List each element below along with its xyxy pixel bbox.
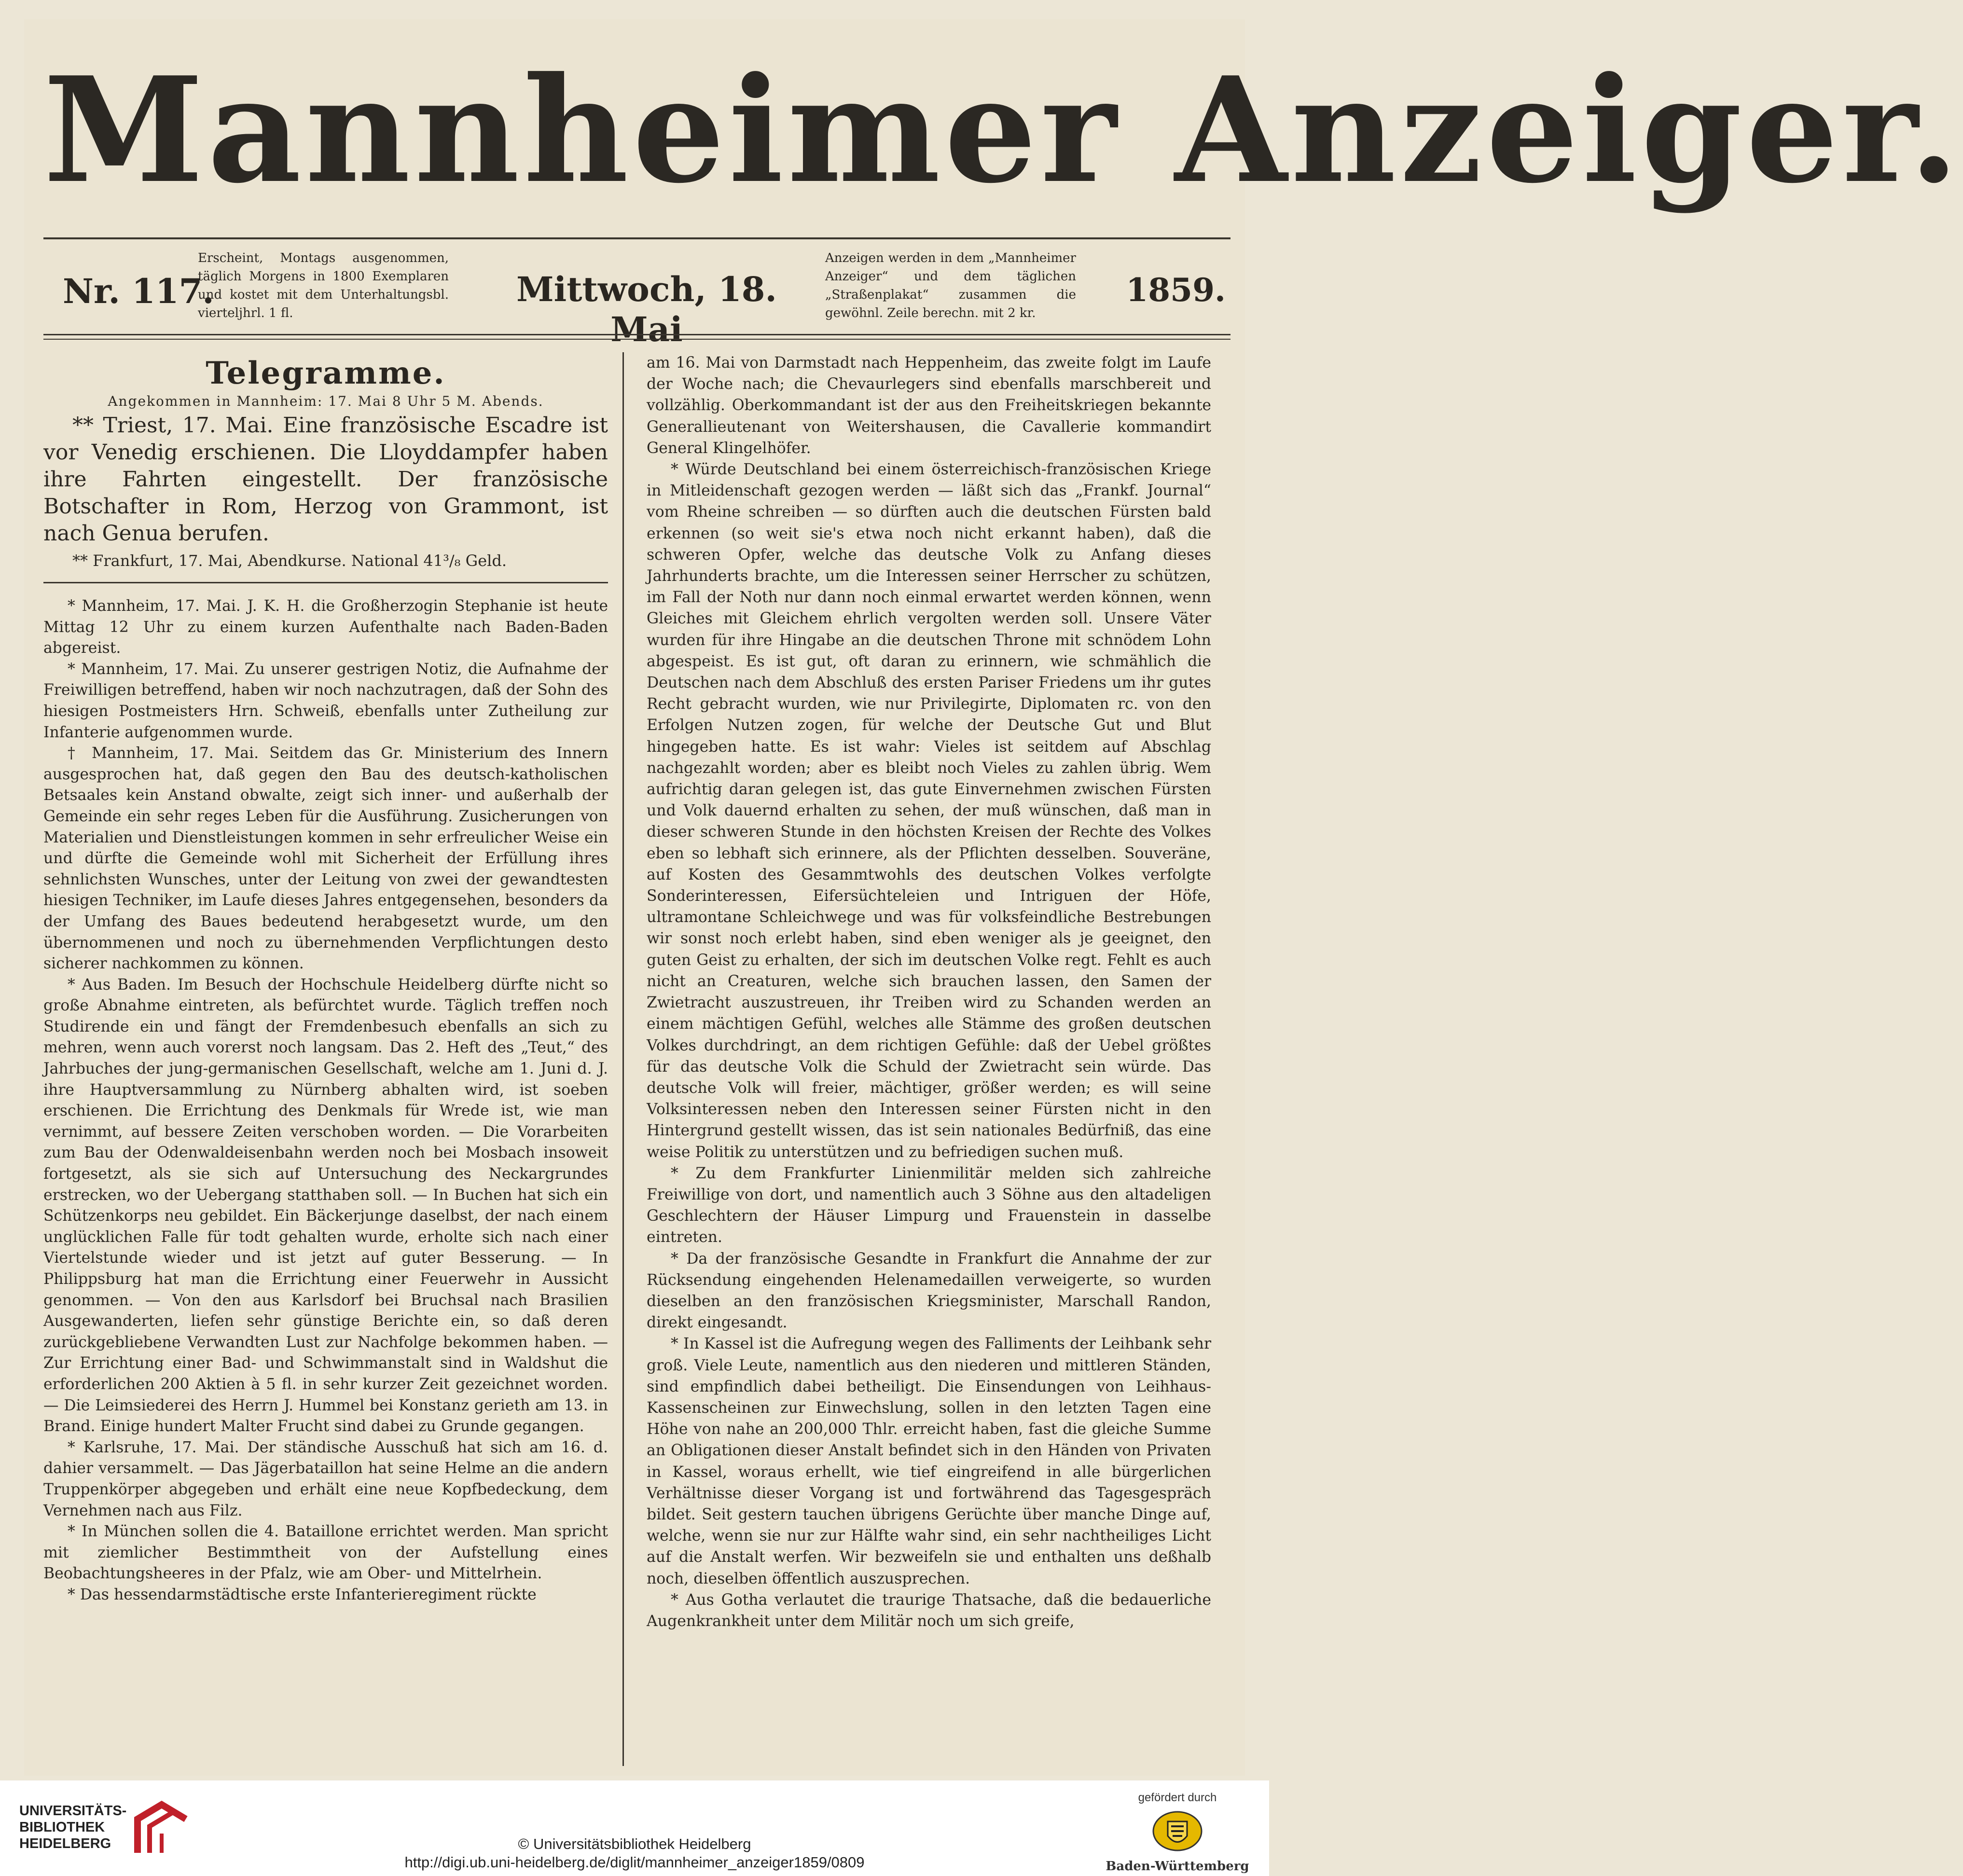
article-paragraph: * Mannheim, 17. Mai. Zu unserer gestrigen Notiz, die Aufnahme der Freiwilligen betreffend, haben wir noch nachzutragen, daß der Sohn des hiesigen Postmeisters Hrn. Schweiß, ebenfalls unter Zutheilung zur Infanterie aufgenommen wurde. [43, 660, 608, 741]
copyright-notice: © Universitätsbibliothek Heidelberg [518, 1835, 751, 1852]
sponsor-name: Baden-Württemberg [1106, 1859, 1249, 1874]
article-paragraph: * Da der französische Gesandte in Frankfurt die Annahme der zur Rücksendung eingehenden Helenamedaillen verweigerte, so wurden dieselben an den französischen Kriegsminister, Marschall Randon, direkt eingesandt. [647, 1250, 1211, 1332]
newspaper-page [24, 19, 1963, 1776]
left-column [43, 352, 608, 1771]
subscription-info: Erscheint, Montags ausgenommen, täglich Morgens in 1800 Exemplaren und kostet mit dem Unterhaltungsbl. vierteljhrl. 1 fl. [198, 251, 449, 320]
article-paragraph: * Mannheim, 17. Mai. J. K. H. die Großherzogin Stephanie ist heute Mittag 12 Uhr zu einem kurzen Aufenthalte nach Baden-Baden abgereist. [43, 597, 608, 657]
article-paragraph: * In Kassel ist die Aufregung wegen des Falliments der Leihbank sehr groß. Viele Leute, namentlich aus den niederen und mittleren Ständen, sind empfindlich dabei betheiligt. Die Einsendungen von Leihhaus-Kassenscheinen zur Einwechslung, sollen in den letzten Tagen eine Höhe von nahe an 200,000 Thlr. erreicht haben, fast die gleiche Summe an Obligationen dieser Anstalt befindet sich in den Händen von Privaten in Kassel, woraus erhellt, wie tief eingreifend in alle bürgerlichen Verhältnisse dieser Vorgang ist und fortwährend das Tagesgespräch bildet. Seit gestern tauchen übrigens Gerüchte über manche Dinge auf, welche, wenn sie nur zur Hälfte wahr sind, ein sehr nachtheiliges Licht auf die Anstalt werfen. Wir bezweifeln sie und enthalten uns deßhalb noch, dieselben öffentlich auszusprechen. [647, 1335, 1211, 1587]
article-paragraph: † Mannheim, 17. Mai. Seitdem das Gr. Ministerium des Innern ausgesprochen hat, daß gegen den Bau des deutsch-katholischen Betsaales kein Anstand obwalte, zeigt sich inner- und außerhalb der Gemeinde ein sehr reges Leben für die Ausführung. Zusicherungen von Materialien und Dienstleistungen kommen in sehr erfreulicher Weise ein und dürfte die Gemeinde wohl mit Sicherheit der Erfüllung ihres sehnlichsten Wunsches, unter der Leitung von zwei der gewandtesten hiesigen Techniker, im Laufe dieses Jahres entgegensehen, besonders da der Umfang des Baues bedeutend herabgesetzt wurde, um den übernommenen und noch zu übernehmenden Verpflichtungen desto sicherer nachkommen zu können. [43, 745, 608, 973]
article-paragraph: * In München sollen die 4. Bataillone errichtet werden. Man spricht mit ziemlicher Bestimmtheit von der Aufstellung eines Beobachtungsheeres in der Pfalz, wie am Ober- und Mittelrhein. [43, 1523, 608, 1583]
rule [43, 339, 1230, 340]
article-paragraph: * Aus Baden. Im Besuch der Hochschule Heidelberg dürfte nicht so große Abnahme eintreten, als befürchtet wurde. Täglich treffen noch Studirende ein und fängt der Fremdenbesuch ebenfalls an sich zu mehren, wenn auch vorerst noch langsam. Das 2. Heft des „Teut,“ des Jahrbuches der jung-germanischen Gesellschaft, welche am 1. Juni d. J. ihre Hauptversammlung zu Nürnberg abhalten wird, ist soeben erschienen. Die Errichtung des Denkmals für Wrede ist, wie man vernimmt, auf bessere Zeiten verschoben worden. — Die Vorarbeiten zum Bau der Odenwaldeisenbahn werden noch bei Mosbach insoweit fortgesetzt, als sie sich auf Untersuchung des Neckargrundes erstrecken, wo der Uebergang statthaben soll. — In Buchen hat sich ein Schützenkorps neu gebildet. Ein Bäckerjunge daselbst, der nach einem unglücklichen Falle für todt gehalten wurde, erholte sich nach einer Viertelstunde wieder und ist jetzt auf guter Besserung. — In Philippsburg hat man die Errichtung einer Feuerwehr in Aussicht genommen. — Von den aus Karlsdorf bei Bruchsal nach Brasilien Ausgewanderten, liefen sehr günstige Berichte ein, so daß deren zurückgebliebene Verwandten Lust zur Nachfolge bekommen haben. — Zur Errichtung einer Bad- und Schwimmanstalt sind in Waldshut die erforderlichen 200 Aktien à 5 fl. in sehr kurzer Zeit gezeichnet worden. — Die Leimsiederei des Herrn J. Hummel bei Konstanz gerieth am 13. in Brand. Einige hundert Malter Frucht sind dabei zu Grunde gegangen. [43, 976, 608, 1435]
state-crest-icon [1151, 1809, 1204, 1853]
library-logo-text: UNIVERSITÄTS- BIBLIOTHEK HEIDELBERG [19, 1803, 127, 1851]
footer-bar [0, 1780, 1269, 1876]
article-paragraph: * Zu dem Frankfurter Linienmilitär melden sich zahlreiche Freiwillige von dort, und namentlich auch 3 Söhne aus den altadeligen Geschlechtern der Häuser Limpurg und Frauenstein in dasselbe eintreten. [647, 1164, 1211, 1246]
column-divider [622, 352, 624, 1766]
rule [43, 334, 1230, 335]
telegram-item: ** Triest, 17. Mai. Eine französische Escadre ist vor Venedig erschienen. Die Lloyddampfer haben ihre Fahrten eingestellt. Der französische Botschafter in Rom, Herzog von Grammont, ist nach Genua berufen. [43, 413, 608, 546]
article-paragraph: * Das hessendarmstädtische erste Infanterieregiment rückte [68, 1586, 537, 1603]
article-paragraph: * Karlsruhe, 17. Mai. Der ständische Ausschuß hat sich am 16. d. dahier versammelt. — Das Jägerbataillon hat seine Helme an die andern Truppenkörper abgegeben und erhält eine neue Kopfbedeckung, dem Vernehmen nach aus Filz. [43, 1438, 608, 1519]
sponsor-label: gefördert durch [1138, 1791, 1217, 1804]
right-column [647, 352, 1211, 1771]
masthead-title: Mannheimer Anzeiger. [43, 45, 1963, 215]
received-note: Angekommen in Mannheim: 17. Mai 8 Uhr 5 M. Abends. [108, 393, 544, 409]
rule [43, 237, 1230, 239]
info-bar [43, 242, 1230, 349]
year: 1859. [1126, 271, 1226, 309]
section-heading: Telegramme. [206, 355, 446, 391]
advertising-info: Anzeigen werden in dem „Mannheimer Anzeiger“ und dem täglichen „Straßenplakat“ zusammen die gewöhnl. Zeile berechn. mit 2 kr. [825, 251, 1076, 320]
section-separator [43, 582, 608, 583]
telegram-item: ** Frankfurt, 17. Mai, Abendkurse. National 41³/₈ Geld. [72, 552, 507, 570]
dateline: Mittwoch, 18. Mai [516, 269, 777, 349]
article-paragraph: * Aus Gotha verlautet die traurige Thatsache, daß die bedauerliche Augenkrankheit unter dem Militär noch um sich greife, [647, 1591, 1211, 1630]
source-url[interactable]: http://digi.ub.uni-heidelberg.de/diglit/mannheimer_anzeiger1859/0809 [404, 1854, 865, 1871]
sponsor-block [1105, 1791, 1250, 1874]
issue-number: Nr. 117. [63, 271, 214, 311]
article-paragraph: am 16. Mai von Darmstadt nach Heppenheim, das zweite folgt im Laufe der Woche nach; die Chevaurlegers sind ebenfalls marschbereit und vollzählig. Oberkommandant ist der aus den Freiheitskriegen bekannte Generallieutenant von Weitershausen, die Cavallerie kommandirt General Klingelhöfer. [647, 354, 1211, 457]
article-paragraph: * Würde Deutschland bei einem österreichisch-französischen Kriege in Mitleidenschaft gezogen werden — läßt sich das „Frankf. Journal“ vom Rheine schreiben — so dürften auch die deutschen Fürsten bald erkennen (so weit sie's etwa noch nicht erkannt haben), daß die schweren Opfer, welche das deutsche Volk zu Anfang dieses Jahrhunderts brachte, um die Interessen seiner Herrscher zu schützen, im Fall der Noth nur dann noch einmal erwartet werden können, wenn Gleiches mit Gleichem ehrlich vergolten werden soll. Unsere Väter wurden für ihre Hingabe an die deutschen Throne mit schnödem Lohn abgespeist. Es ist gut, oft daran zu erinnern, wie schmählich die Deutschen nach dem Abschluß des ersten Pariser Friedens um ihr gutes Recht gebracht wurden, wie nur Privilegirte, Diplomaten rc. von den Erfolgen Nutzen zogen, für welche der Deutsche Gut und Blut hingegeben hatte. Es ist wahr: Vieles ist seitdem auf Abschlag nachgezahlt worden; aber es bleibt noch Vieles zu zahlen übrig. Wem aufrichtig daran gelegen ist, das gute Einvernehmen zwischen Fürsten und Volk dauernd erhalten zu sehen, der muß wünschen, daß man in dieser schweren Stunde in den höchsten Kreisen der Rechte des Volkes eben so lebhaft sich erinnere, als der Pflichten desselben. Souveräne, auf Kosten des Gesammtwohls des deutschen Volkes verfolgte Sonderinteressen, Eifersüchteleien und Intriguen der Höfe, ultramontane Schleichwege und was für volksfeindliche Bestrebungen wir sonst noch erlebt haben, sind eben weniger als je geeignet, den guten Geist zu erhalten, der sich im deutschen Volke regt. Fehlt es auch nicht an Creaturen, welche sich brauchen lassen, den Samen der Zwietracht auszustreuen, ihr Treiben wird zu Schanden werden an einem mächtigen Gefühl, welches alle Stämme des großen deutschen Volkes durchdringt, an dem richtigen Gefühle: daß der Uebel größtes für das deutsche Volk die Schuld der Zwietracht sein würde. Das deutsche Volk will freier, mächtiger, größer werden; es will seine Volksinteressen neben den Interessen seiner Fürsten nicht in den Hintergrund gestellt wissen, das ist sein nationales Bedürfniß, das eine weise Politik zu unterstützen und zu befriedigen suchen muß. [647, 461, 1211, 1161]
